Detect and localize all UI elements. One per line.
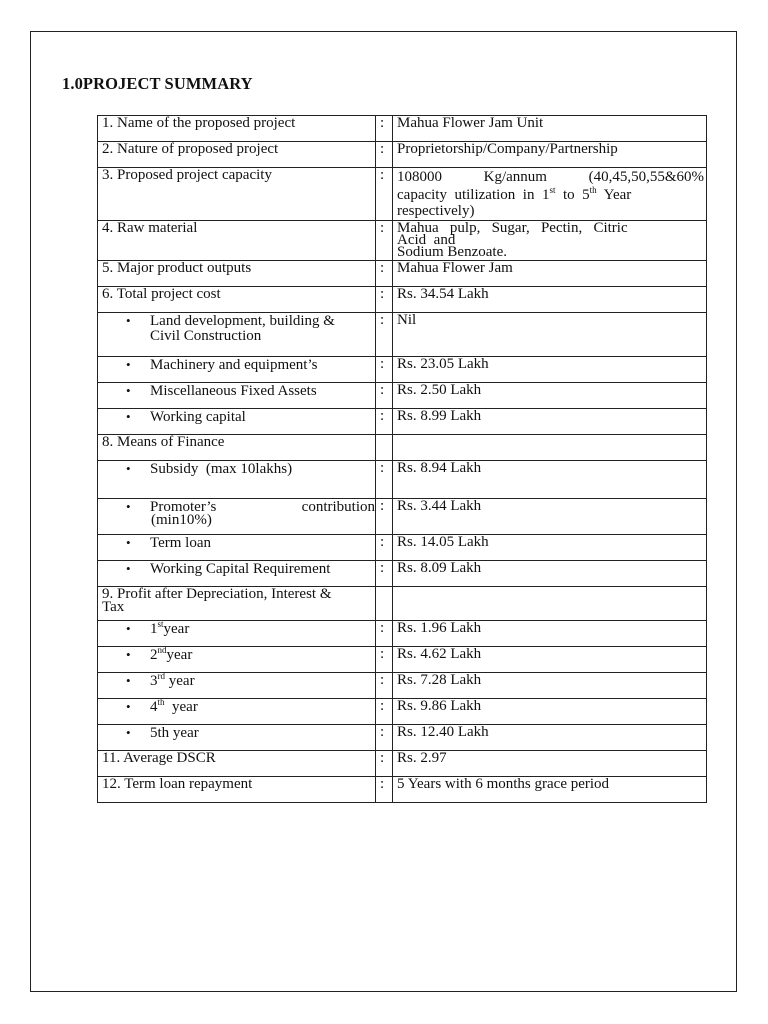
land-label-line-2: Civil Construction <box>150 328 262 344</box>
row-label-year-4 <box>98 699 376 725</box>
bullet-icon: • <box>126 647 131 662</box>
land-label-text <box>150 313 373 343</box>
row-value-project-capacity <box>393 168 707 221</box>
colon: : <box>376 561 393 587</box>
row-value-working-capital: Rs. 8.99 Lakh <box>393 409 707 435</box>
row-value-year-5: Rs. 12.40 Lakh <box>393 725 707 751</box>
row-value-promoter-contribution: Rs. 3.44 Lakh <box>393 499 707 535</box>
colon: : <box>376 699 393 725</box>
row-value-empty <box>393 587 707 621</box>
year-number: 4 <box>150 699 158 715</box>
page-title: 1.0PROJECT SUMMARY <box>62 74 253 93</box>
table-row <box>98 499 707 535</box>
promoter-label-word: contribution <box>301 499 375 515</box>
table-row <box>98 673 707 699</box>
table-row <box>98 261 707 287</box>
year-word: year <box>163 621 190 637</box>
year-2-label <box>150 647 373 662</box>
row-label-year-5 <box>98 725 376 751</box>
row-value-year-3: Rs. 7.28 Lakh <box>393 673 707 699</box>
table-row <box>98 461 707 499</box>
year-word: year <box>165 673 195 689</box>
row-label-land-development <box>98 313 376 357</box>
superscript: rd <box>157 672 165 681</box>
row-value-project-name: Mahua Flower Jam Unit <box>393 116 707 142</box>
row-value-term-loan-repayment: 5 Years with 6 months grace period <box>393 777 707 803</box>
promoter-label-line-2: (min10%) <box>151 512 212 528</box>
row-label-term-loan <box>98 535 376 561</box>
raw-line-1: Mahua pulp, Sugar, Pectin, Citric <box>397 220 628 236</box>
row-value-total-cost: Rs. 34.54 Lakh <box>393 287 707 313</box>
bullet-icon: • <box>126 673 131 688</box>
table-row <box>98 587 707 621</box>
colon: : <box>376 409 393 435</box>
row-label-year-3 <box>98 673 376 699</box>
wc-requirement-label-text: Working Capital Requirement <box>150 561 331 577</box>
bullet-icon: • <box>126 561 131 576</box>
year-3-label <box>150 673 373 688</box>
row-value-subsidy: Rs. 8.94 Lakh <box>393 461 707 499</box>
bullet-icon: • <box>126 499 131 514</box>
row-value-land-development: Nil <box>393 313 707 357</box>
row-label-misc-assets <box>98 383 376 409</box>
table-row <box>98 777 707 803</box>
colon: : <box>376 313 393 357</box>
working-capital-label-text: Working capital <box>150 409 246 425</box>
row-label-project-name: 1. Name of the proposed project <box>98 116 376 142</box>
superscript: th <box>589 185 597 195</box>
promoter-label-word: Promoter’s <box>150 499 217 515</box>
row-value-year-2: Rs. 4.62 Lakh <box>393 647 707 673</box>
profit-label-line-2: Tax <box>102 599 125 615</box>
year-5-label: 5th year <box>150 725 199 741</box>
table-row <box>98 142 707 168</box>
bullet-icon: • <box>126 725 131 740</box>
table-row <box>98 647 707 673</box>
land-label-line-1: Land development, building & <box>150 313 335 329</box>
year-1-label <box>150 621 373 636</box>
capacity-text: capacity utilization in 1 <box>397 187 550 203</box>
row-label-average-dscr: 11. Average DSCR <box>98 751 376 777</box>
year-word: year <box>164 699 198 715</box>
row-value-misc-assets: Rs. 2.50 Lakh <box>393 383 707 409</box>
superscript: th <box>157 698 165 707</box>
table-row <box>98 561 707 587</box>
capacity-text: to 5 <box>555 187 590 203</box>
capacity-line-3: respectively) <box>397 203 475 219</box>
row-label-subsidy <box>98 461 376 499</box>
table-row <box>98 116 707 142</box>
table-row <box>98 535 707 561</box>
bullet-icon: • <box>126 699 131 714</box>
table-row <box>98 221 707 261</box>
colon-empty <box>376 435 393 461</box>
colon: : <box>376 777 393 803</box>
table-row <box>98 699 707 725</box>
row-label-product-outputs: 5. Major product outputs <box>98 261 376 287</box>
year-number: 3 <box>150 673 158 689</box>
row-label-project-nature: 2. Nature of proposed project <box>98 142 376 168</box>
colon: : <box>376 221 393 261</box>
colon-empty <box>376 587 393 621</box>
bullet-icon: • <box>126 621 131 636</box>
table-row <box>98 168 707 221</box>
project-summary-table <box>97 115 707 803</box>
row-value-term-loan: Rs. 14.05 Lakh <box>393 535 707 561</box>
row-label-machinery <box>98 357 376 383</box>
subsidy-label-text: Subsidy (max 10lakhs) <box>150 461 293 477</box>
year-4-label <box>150 699 373 714</box>
year-word: year <box>166 647 193 663</box>
profit-label-line-1: 9. Profit after Depreciation, Interest & <box>102 586 332 602</box>
table-row <box>98 287 707 313</box>
row-label-total-cost: 6. Total project cost <box>98 287 376 313</box>
colon: : <box>376 168 393 221</box>
colon: : <box>376 261 393 287</box>
row-value-year-4: Rs. 9.86 Lakh <box>393 699 707 725</box>
row-value-raw-material <box>393 221 707 261</box>
bullet-icon: • <box>126 383 131 398</box>
term-loan-label-text: Term loan <box>150 535 212 551</box>
row-label-year-1 <box>98 621 376 647</box>
row-label-means-of-finance: 8. Means of Finance <box>98 435 376 461</box>
raw-line-3: Sodium Benzoate. <box>397 244 507 260</box>
colon: : <box>376 647 393 673</box>
superscript: st <box>157 620 164 629</box>
row-label-raw-material: 4. Raw material <box>98 221 376 261</box>
row-label-project-capacity: 3. Proposed project capacity <box>98 168 376 221</box>
colon: : <box>376 499 393 535</box>
superscript: nd <box>157 646 167 655</box>
bullet-icon: • <box>126 409 131 424</box>
colon: : <box>376 535 393 561</box>
bullet-icon: • <box>126 313 131 328</box>
table-row <box>98 751 707 777</box>
bullet-icon: • <box>126 357 131 372</box>
row-value-machinery: Rs. 23.05 Lakh <box>393 357 707 383</box>
row-label-profit <box>98 587 376 621</box>
misc-assets-label-text: Miscellaneous Fixed Assets <box>150 383 317 399</box>
row-value-wc-requirement: Rs. 8.09 Lakh <box>393 561 707 587</box>
year-number: 2 <box>150 647 158 663</box>
row-value-product-outputs: Mahua Flower Jam <box>393 261 707 287</box>
row-label-year-2 <box>98 647 376 673</box>
row-value-project-nature: Proprietorship/Company/Partnership <box>393 142 707 168</box>
row-label-working-capital <box>98 409 376 435</box>
colon: : <box>376 751 393 777</box>
colon: : <box>376 142 393 168</box>
table-row <box>98 409 707 435</box>
colon: : <box>376 621 393 647</box>
table-row <box>98 725 707 751</box>
bullet-icon: • <box>126 461 131 476</box>
colon: : <box>376 116 393 142</box>
capacity-text: Year <box>596 187 632 203</box>
superscript: st <box>549 185 556 195</box>
year-number: 1 <box>150 621 158 637</box>
row-value-year-1: Rs. 1.96 Lakh <box>393 621 707 647</box>
table-row <box>98 435 707 461</box>
row-label-promoter-contribution <box>98 499 376 535</box>
table-row <box>98 383 707 409</box>
row-label-term-loan-repayment: 12. Term loan repayment <box>98 777 376 803</box>
colon: : <box>376 287 393 313</box>
bullet-icon: • <box>126 535 131 550</box>
row-label-wc-requirement <box>98 561 376 587</box>
raw-line-2: Acid and <box>397 232 456 248</box>
table-row <box>98 357 707 383</box>
row-value-empty <box>393 435 707 461</box>
colon: : <box>376 461 393 499</box>
colon: : <box>376 357 393 383</box>
table-row <box>98 621 707 647</box>
capacity-line-2 <box>397 186 704 204</box>
row-value-average-dscr: Rs. 2.97 <box>393 751 707 777</box>
table-row <box>98 313 707 357</box>
colon: : <box>376 383 393 409</box>
machinery-label-text: Machinery and equipment’s <box>150 357 318 373</box>
capacity-line-1: 108000 Kg/annum (40,45,50,55&60% <box>397 169 704 185</box>
colon: : <box>376 673 393 699</box>
colon: : <box>376 725 393 751</box>
